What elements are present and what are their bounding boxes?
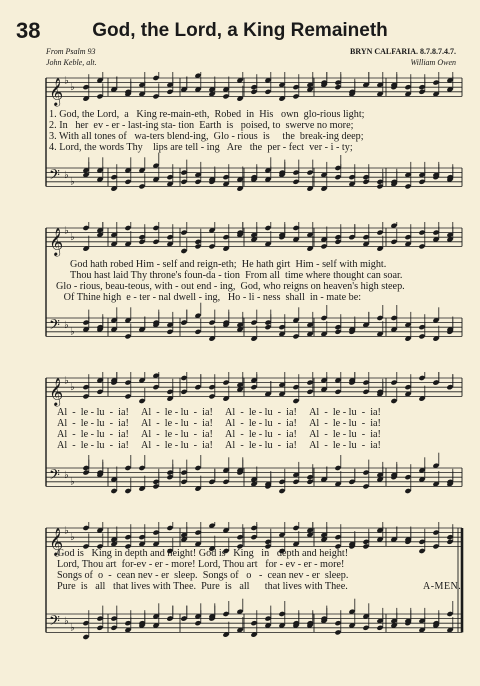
treble-clef-icon: 𝄞	[49, 527, 64, 556]
music-system-1	[0, 72, 480, 207]
hymn-number: 38	[16, 18, 41, 43]
lyric-line: 2. In her ev - er - last-ing sta- tion Earth is poised, to swerve no more;	[49, 120, 354, 131]
lyric-line: Of Thine high e - ter - nal dwell - ing, Ho - li - ness shall in - mate be:	[56, 292, 362, 303]
music-system-3	[0, 372, 480, 507]
lyric-line: Al - le - lu - ia! Al - le - lu - ia! Al - le - lu - ia! Al - le - lu - ia!	[57, 429, 381, 440]
flat-icon: ♭	[70, 381, 75, 393]
bass-clef-icon: 𝄢	[49, 612, 60, 633]
flat-icon: ♭	[70, 622, 75, 634]
lyric-line: Lord, Thou art for-ev - er - more! Lord, Thou art for - ev - er - more!	[57, 559, 345, 570]
hymn-title: God, the Lord, a King Remaineth	[92, 20, 388, 41]
music-system-2	[0, 222, 480, 357]
bass-clef-icon: 𝄢	[49, 316, 60, 337]
flat-icon: ♭	[70, 81, 75, 93]
flat-icon: ♭	[70, 476, 75, 488]
amen-label: A-MEN.	[423, 581, 462, 592]
lyric-line: 4. Lord, the words Thy lips are tell - ing Are the per - fect ver - i - ty;	[49, 142, 353, 153]
treble-clef-icon: 𝄞	[49, 377, 64, 406]
lyric-line: Glo - rious, beau-teous, with - out end - ing, God, who reigns on heaven's high steep.	[56, 281, 405, 292]
lyric-line: God is King in depth and height! God is King in depth and height!	[57, 548, 349, 559]
flat-icon: ♭	[64, 375, 69, 387]
lyric-line: Songs of o - cean nev - er sleep. Songs of o - cean nev - er sleep.	[57, 570, 349, 581]
lyric-line: Al - le - lu - ia! Al - le - lu - ia! Al - le - lu - ia! Al - le - lu - ia!	[57, 407, 381, 418]
composer: William Owen	[410, 58, 456, 67]
lyric-line: Pure is all that lives with Thee. Pure is all that lives with Thee.	[57, 581, 348, 592]
treble-clef-icon: 𝄞	[49, 77, 64, 106]
text-source: From Psalm 93	[46, 47, 96, 56]
bass-clef-icon: 𝄢	[49, 466, 60, 487]
flat-icon: ♭	[70, 176, 75, 188]
flat-icon: ♭	[70, 531, 75, 543]
lyric-line: Al - le - lu - ia! Al - le - lu - ia! Al - le - lu - ia! Al - le - lu - ia!	[57, 440, 381, 451]
lyric-line: Al - le - lu - ia! Al - le - lu - ia! Al - le - lu - ia! Al - le - lu - ia!	[57, 418, 381, 429]
flat-icon: ♭	[64, 75, 69, 87]
lyric-line: God hath robed Him - self and reign-eth; He hath girt Him - self with might.	[70, 259, 387, 270]
tune-name: BRYN CALFARIA. 8.7.8.7.4.7.	[349, 47, 456, 56]
flat-icon: ♭	[70, 231, 75, 243]
flat-icon: ♭	[64, 470, 69, 482]
bass-clef-icon: 𝄢	[49, 166, 60, 187]
treble-clef-icon: 𝄞	[49, 227, 64, 256]
lyric-line: 1. God, the Lord, a King re-main-eth, Robed in His own glo-rious light;	[49, 109, 365, 120]
text-author: John Keble, alt.	[46, 58, 97, 67]
lyric-line: 3. With all tones of wa-ters blend-ing, Glo - rious is the break-ing deep;	[49, 131, 364, 142]
flat-icon: ♭	[64, 616, 69, 628]
flat-icon: ♭	[64, 170, 69, 182]
flat-icon: ♭	[70, 326, 75, 338]
music-system-4	[0, 522, 480, 662]
lyric-line: Thou hast laid Thy throne's foun-da - tion From all time where thought can soar.	[70, 270, 403, 281]
flat-icon: ♭	[64, 320, 69, 332]
flat-icon: ♭	[64, 225, 69, 237]
flat-icon: ♭	[64, 525, 69, 537]
